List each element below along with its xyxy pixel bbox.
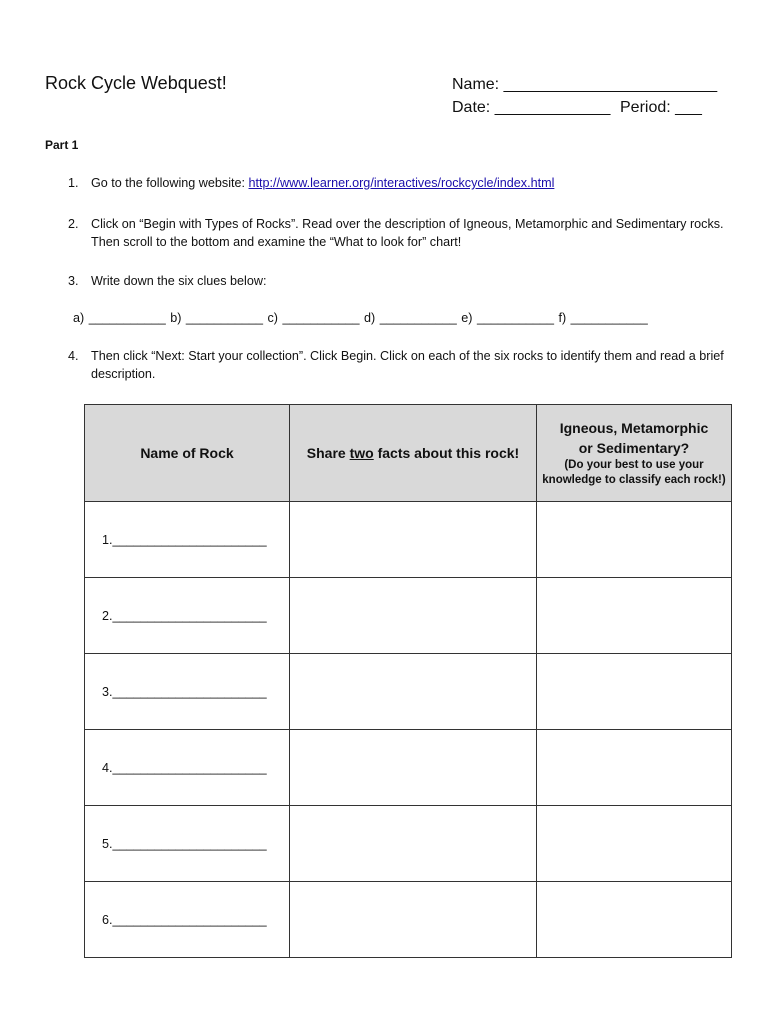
facts-header-pre: Share (306, 445, 350, 461)
step-2 (68, 215, 728, 251)
part-heading: Part 1 (45, 138, 79, 152)
step-number: 1. (68, 176, 79, 190)
classification-cell[interactable] (537, 654, 732, 730)
name-field[interactable]: Name: ________________________ (452, 76, 718, 93)
step-text: Then click “Next: Start your collection”. Click Begin. Click on each of the six rocks to identify them and read a brief description. (91, 349, 724, 381)
step-number: 4. (68, 349, 79, 363)
table-row (85, 578, 732, 654)
rock-name-cell[interactable]: 2.______________________ (85, 578, 290, 654)
step-number: 3. (68, 274, 79, 288)
clues-answer-line[interactable]: a) ___________ b) ___________ c) ___________ d) ___________ e) ___________ f) ___________ (73, 311, 648, 325)
step-number: 2. (68, 217, 79, 231)
column-header-facts (290, 405, 537, 502)
column-header-name: Name of Rock (85, 405, 290, 502)
rock-name-cell[interactable]: 1.______________________ (85, 502, 290, 578)
classification-header-line2: or Sedimentary? (578, 440, 690, 456)
column-header-classification (537, 405, 732, 502)
classification-cell[interactable] (537, 806, 732, 882)
step-text: Click on “Begin with Types of Rocks”. Read over the description of Igneous, Metamorphic and Sedimentary rocks. Then scroll to the bottom and examine the “What to look for” chart! (91, 217, 724, 249)
step-3 (68, 272, 728, 290)
facts-cell[interactable] (290, 578, 537, 654)
table-row (85, 654, 732, 730)
table-header-row (85, 405, 732, 502)
facts-cell[interactable] (290, 882, 537, 958)
rock-table (84, 404, 732, 958)
rock-name-cell[interactable]: 4.______________________ (85, 730, 290, 806)
classification-cell[interactable] (537, 882, 732, 958)
classification-header-line1: Igneous, Metamorphic (559, 420, 709, 436)
table-row (85, 502, 732, 578)
step-4 (68, 347, 728, 383)
worksheet-title: Rock Cycle Webquest! (45, 73, 227, 93)
classification-cell[interactable] (537, 502, 732, 578)
classification-header-note: (Do your best to use your knowledge to classify each rock!) (542, 459, 726, 486)
table-row (85, 882, 732, 958)
facts-header-underlined: two (349, 445, 374, 461)
table-row (85, 730, 732, 806)
rock-name-cell[interactable]: 5.______________________ (85, 806, 290, 882)
step-text (91, 174, 554, 192)
date-field[interactable]: Date: _____________ (452, 99, 611, 116)
step-text: Write down the six clues below: (91, 274, 267, 288)
facts-cell[interactable] (290, 654, 537, 730)
rock-name-cell[interactable]: 6.______________________ (85, 882, 290, 958)
classification-cell[interactable] (537, 578, 732, 654)
rock-name-cell[interactable]: 3.______________________ (85, 654, 290, 730)
table-row (85, 806, 732, 882)
website-link[interactable]: http://www.learner.org/interactives/rockcycle/index.html (248, 176, 555, 190)
step-1 (68, 174, 728, 192)
facts-cell[interactable] (290, 806, 537, 882)
facts-cell[interactable] (290, 502, 537, 578)
classification-cell[interactable] (537, 730, 732, 806)
step-1-instruction: Go to the following website: (91, 176, 246, 190)
facts-cell[interactable] (290, 730, 537, 806)
facts-header-post: facts about this rock! (373, 445, 520, 461)
period-field[interactable]: Period: ___ (620, 99, 702, 116)
